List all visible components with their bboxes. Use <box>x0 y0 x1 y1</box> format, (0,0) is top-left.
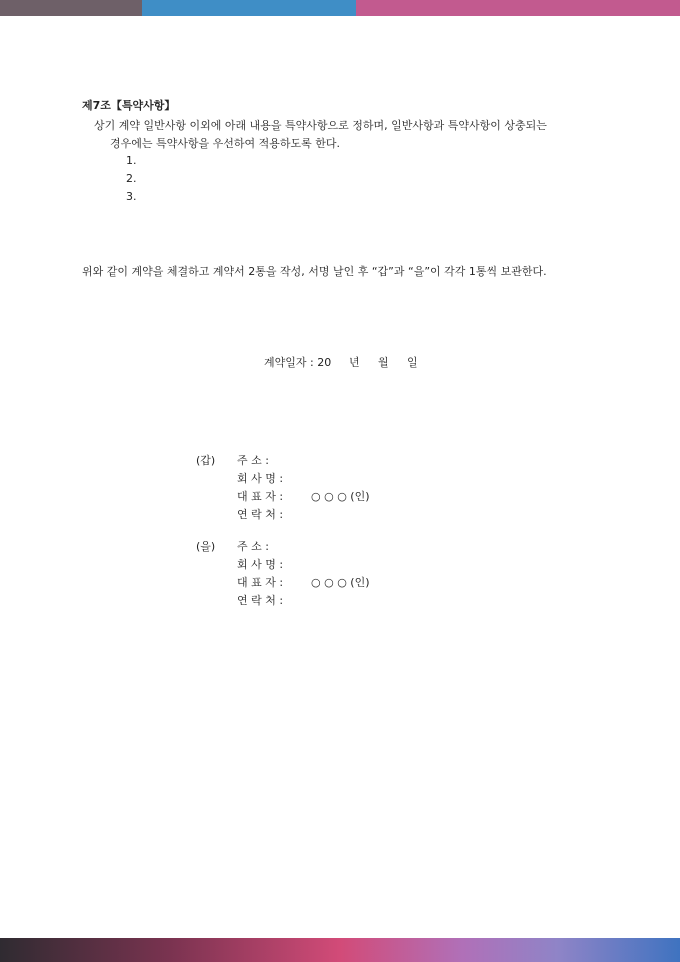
party-a-label: (갑) <box>196 454 216 467</box>
party-a-rep-value: ○ ○ ○ (인) <box>311 490 370 503</box>
party-b-contact-label: 연 락 처 : <box>237 594 284 607</box>
closing-statement: 위와 같이 계약을 체결하고 계약서 2통을 작성, 서명 날인 후 “갑”과 “을”이 각각 1통씩 보관한다. <box>82 265 547 278</box>
contract-date-label: 계약일자 : 20 <box>264 356 332 369</box>
bottom-gradient-bar <box>0 938 680 962</box>
top-color-bar <box>0 0 680 16</box>
party-b-company-label: 회 사 명 : <box>237 558 284 571</box>
party-b-label: (을) <box>196 540 216 553</box>
party-a-contact-label: 연 락 처 : <box>237 508 284 521</box>
top-bar-segment-gray <box>0 0 142 16</box>
article-item-1: 1. <box>126 154 137 167</box>
party-b-rep-value: ○ ○ ○ (인) <box>311 576 370 589</box>
party-b-address-label: 주 소 : <box>237 540 269 553</box>
party-a-rep-label: 대 표 자 : <box>237 490 284 503</box>
article-text-line-1: 상기 계약 일반사항 이외에 아래 내용을 특약사항으로 정하며, 일반사항과 특약사항이 상충되는 <box>94 119 547 132</box>
party-b-rep-label: 대 표 자 : <box>237 576 284 589</box>
article-title: 제7조【특약사항】 <box>82 99 176 112</box>
article-item-2: 2. <box>126 172 137 185</box>
top-bar-segment-pink <box>356 0 680 16</box>
contract-date-month: 월 <box>378 356 389 369</box>
contract-date-day: 일 <box>407 356 418 369</box>
article-text-line-2: 경우에는 특약사항을 우선하여 적용하도록 한다. <box>110 137 341 150</box>
party-a-address-label: 주 소 : <box>237 454 269 467</box>
contract-date-year: 년 <box>349 356 360 369</box>
party-a-company-label: 회 사 명 : <box>237 472 284 485</box>
article-item-3: 3. <box>126 190 137 203</box>
top-bar-segment-blue <box>142 0 356 16</box>
